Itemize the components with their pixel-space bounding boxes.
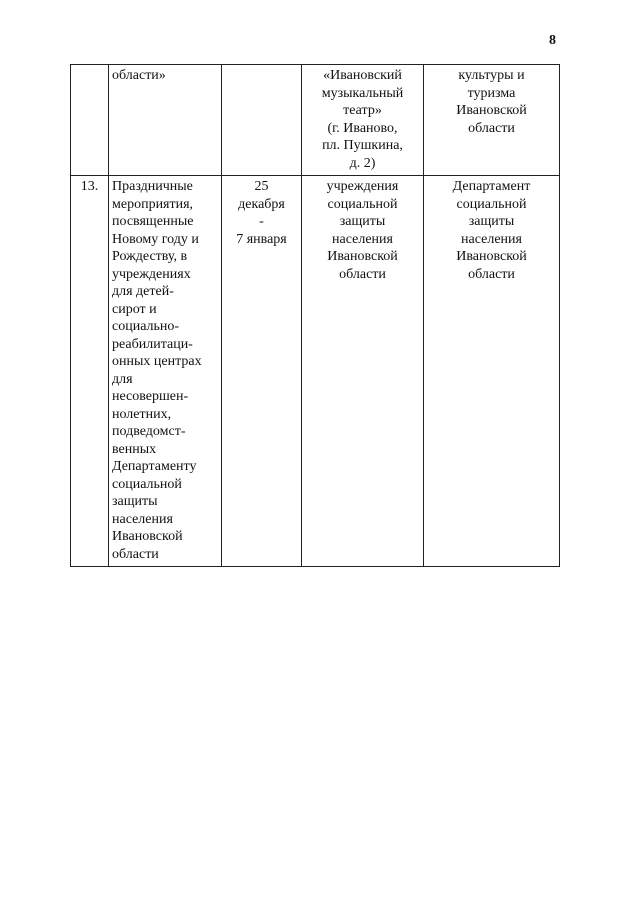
responsible-line: социальной <box>456 196 527 212</box>
event-name-line: подведомст- <box>112 424 186 439</box>
page-number: 8 <box>549 33 556 48</box>
responsible-line: туризма <box>467 85 516 101</box>
event-name-line: учреждениях <box>112 266 191 282</box>
event-name-line: Рождеству, в <box>112 249 188 264</box>
responsible-line: Ивановской <box>456 103 527 118</box>
venue-line: учреждения <box>326 179 399 194</box>
venue-line: театр» <box>343 103 382 118</box>
date-line: - <box>259 214 264 229</box>
venue-line: (г. Иваново, <box>327 120 398 136</box>
venue-line: социальной <box>327 196 398 212</box>
event-name-line: защиты <box>112 494 158 509</box>
row-number-cell: 13. <box>71 176 109 567</box>
events-table <box>70 64 560 567</box>
responsible-line: области <box>468 120 515 136</box>
event-name-line: социально- <box>112 319 180 334</box>
event-name-line: области <box>112 546 159 562</box>
responsible-line: культуры и <box>458 68 525 83</box>
venue-line: области <box>339 266 386 282</box>
venue-line: д. 2) <box>349 155 376 171</box>
venue-line: пл. Пушкина, <box>322 138 403 153</box>
event-name-line: Департаменту <box>112 459 197 474</box>
event-name-line: Новому году и <box>112 231 199 247</box>
venue-cell <box>302 65 424 176</box>
venue-line: музыкальный <box>321 85 404 101</box>
responsible-line: Департамент <box>452 179 531 194</box>
event-name-line: нолетних, <box>112 406 172 422</box>
event-name-line: социальной <box>112 476 182 492</box>
date-line: 7 января <box>236 231 287 247</box>
event-name-line: мероприятия, <box>112 196 194 212</box>
event-name-line: Праздничные <box>112 179 193 194</box>
event-name-line: сирот и <box>112 301 157 317</box>
venue-line: защиты <box>339 214 386 229</box>
event-name-line: посвященные <box>112 214 194 229</box>
event-name-line: для детей- <box>112 284 174 299</box>
date-cell <box>222 65 302 176</box>
date-cell <box>222 176 302 567</box>
event-name-cell <box>109 176 222 567</box>
event-name-line: венных <box>112 441 157 457</box>
date-line: декабря <box>238 196 285 212</box>
date-line: 25 <box>254 179 269 194</box>
event-name-line: области» <box>112 68 166 83</box>
row-number-cell <box>71 65 109 176</box>
venue-line: «Ивановский <box>323 68 402 83</box>
table-row <box>71 65 560 176</box>
event-name-line: несовершен- <box>112 389 189 404</box>
responsible-line: Ивановской <box>456 249 527 264</box>
responsible-line: защиты <box>468 214 515 229</box>
responsible-line: области <box>468 266 515 282</box>
responsible-cell <box>424 65 560 176</box>
event-name-line: онных центрах <box>112 354 202 369</box>
event-name-line: реабилитаци- <box>112 336 193 352</box>
responsible-cell <box>424 176 560 567</box>
event-name-line: для <box>112 371 133 387</box>
event-name-line: Ивановской <box>112 529 183 544</box>
venue-cell <box>302 176 424 567</box>
table-row <box>71 176 560 567</box>
event-name-line: населения <box>112 511 173 527</box>
event-name-cell <box>109 65 222 176</box>
venue-line: населения <box>332 231 393 247</box>
venue-line: Ивановской <box>327 249 398 264</box>
responsible-line: населения <box>461 231 522 247</box>
